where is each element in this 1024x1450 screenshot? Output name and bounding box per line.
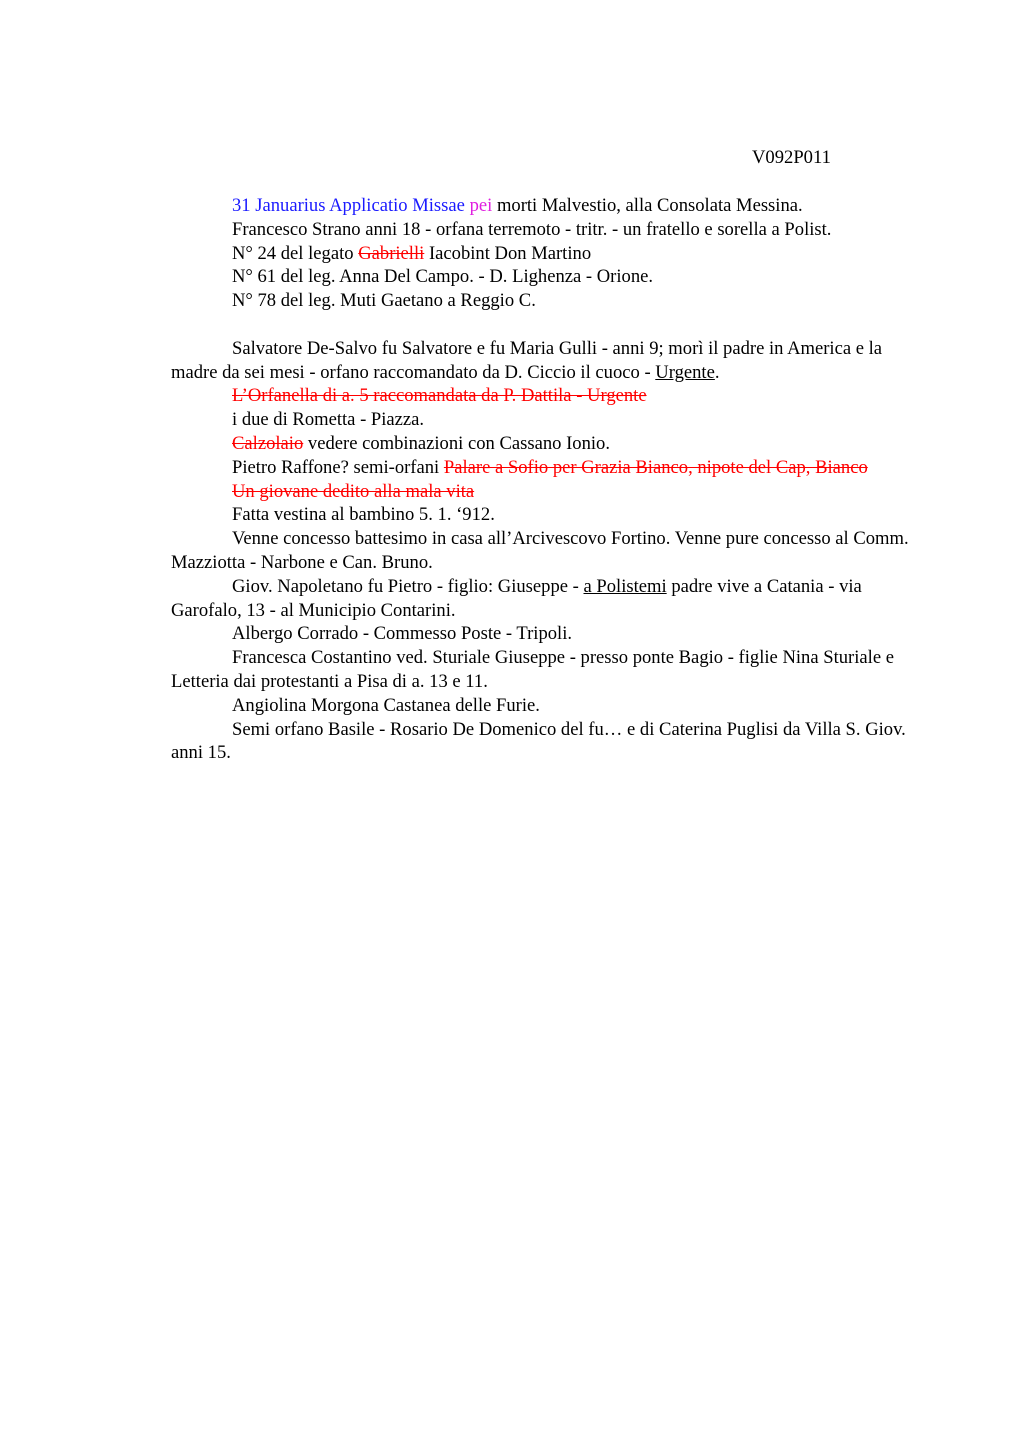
underlined-text: Urgente bbox=[655, 361, 715, 383]
raffone-text: Pietro Raffone? semi-orfani bbox=[232, 456, 440, 478]
entry-basile: Semi orfano Basile - Rosario De Domenico del fu… e di Caterina Puglisi da Villa S. Giov. anni 15. bbox=[171, 718, 906, 764]
underlined-text: a Polistemi bbox=[583, 575, 667, 597]
entry-morgona: Angiolina Morgona Castanea delle Furie. bbox=[232, 694, 540, 716]
page-identifier: V092P011 bbox=[752, 147, 831, 168]
entry-legato-24 bbox=[171, 242, 923, 266]
entry-napoletano bbox=[171, 575, 923, 623]
paragraph-gap bbox=[171, 313, 923, 337]
legato-24-suffix: Iacobint Don Martino bbox=[428, 242, 592, 264]
napoletano-text: Giov. Napoletano fu Pietro - figlio: Giuseppe - bbox=[232, 575, 579, 597]
struck-text: Gabrielli bbox=[358, 242, 425, 264]
entry-battesimo: Venne concesso battesimo in casa all’Arcivescovo Fortino. Venne pure concesso al Comm. Mazziotta - Narbone e Can. Bruno. bbox=[171, 528, 909, 573]
entry-missae bbox=[171, 194, 923, 218]
struck-text: Calzolaio bbox=[232, 432, 304, 454]
napoletano-suffix: padre vive a Catania - via Garofalo, 13 - al Municipio Contarini. bbox=[171, 575, 862, 621]
document-body bbox=[171, 194, 923, 765]
entry-de-salvo bbox=[171, 337, 923, 385]
entry-strano: Francesco Strano anni 18 - orfana terremoto - tritr. - un fratello e sorella a Polist. bbox=[232, 218, 832, 240]
entry-rometta: i due di Rometta - Piazza. bbox=[232, 409, 425, 431]
entry-corrado: Albergo Corrado - Commesso Poste - Tripoli. bbox=[232, 623, 573, 645]
calzolaio-text: vedere combinazioni con Cassano Ionio. bbox=[307, 432, 610, 454]
entry-vestina: Fatta vestina al bambino 5. 1. ‘912. bbox=[232, 504, 495, 526]
de-salvo-period: . bbox=[714, 361, 720, 383]
entry-legato-61: N° 61 del leg. Anna Del Campo. - D. Lighenza - Orione. bbox=[232, 266, 654, 288]
entry-raffone bbox=[171, 456, 923, 480]
struck-entry-orfanella: L’Orfanella di a. 5 raccomandata da P. Dattila - Urgente bbox=[232, 385, 647, 407]
struck-entry-giovane: Un giovane dedito alla mala vita bbox=[232, 480, 475, 502]
struck-text: Palare a Sofio per Grazia Bianco, nipote del Cap, Bianco bbox=[443, 456, 868, 478]
missae-text: morti Malvestio, alla Consolata Messina. bbox=[496, 195, 803, 216]
missae-heading: 31 Januarius Applicatio Missae bbox=[232, 195, 465, 216]
entry-costantino: Francesca Costantino ved. Sturiale Giuseppe - presso ponte Bagio - figlie Nina Sturiale e Letteria dai protestanti a Pisa di a. 13 e 11. bbox=[171, 647, 894, 692]
de-salvo-text: Salvatore De-Salvo fu Salvatore e fu Maria Gulli - anni 9; morì il padre in America e la madre da sei mesi - orfano raccomandato da D. Ciccio il cuoco - bbox=[171, 337, 883, 383]
magenta-word: pei bbox=[469, 195, 493, 216]
legato-24-prefix: N° 24 del legato bbox=[232, 242, 354, 264]
entry-legato-78: N° 78 del leg. Muti Gaetano a Reggio C. bbox=[232, 290, 536, 312]
entry-calzolaio bbox=[171, 432, 923, 456]
